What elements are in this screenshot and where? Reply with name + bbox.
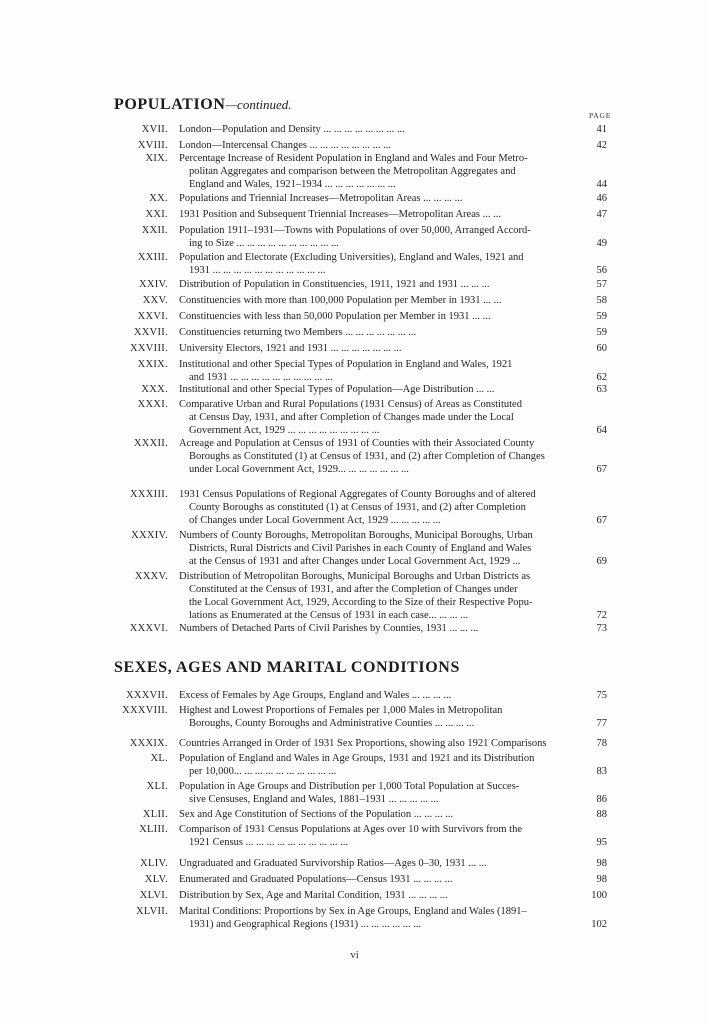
entry-title [179, 310, 583, 323]
toc-entry[interactable] [110, 398, 610, 437]
entry-title [179, 294, 583, 307]
entry-title-line: Institutional and other Special Types of Population—Age Distribution ... ... [179, 384, 495, 395]
entry-title [179, 737, 583, 750]
entry-title-line: London—Population and Density ... ... ... ... ... ... ... ... [179, 124, 405, 135]
section-subtitle: —continued. [225, 97, 292, 112]
table-number: XXVIII. [130, 343, 168, 354]
table-number: XLIV. [140, 858, 168, 869]
entry-title-line: Institutional and other Special Types of Population in England and Wales, 1921 [179, 359, 513, 370]
entry-title-line: Acreage and Population at Census of 1931 of Counties with their Associated County [179, 438, 535, 449]
table-number: XXVII. [133, 327, 168, 338]
page-number: 47 [596, 209, 607, 220]
entry-title [179, 139, 583, 152]
entry-title-line: Constituted at the Census of 1931, and after the Completion of Changes under [189, 584, 518, 595]
table-number: XXV. [142, 295, 168, 306]
entry-title-line: lations as Enumerated at the Census of 1931 in each case... ... ... ... [189, 610, 469, 621]
page-number: 44 [596, 179, 607, 190]
table-number: XX. [149, 193, 168, 204]
page-number: 102 [591, 919, 607, 930]
entry-title-line: the Local Government Act, 1929, According to the Size of their Respective Popu- [189, 597, 533, 608]
page-number: 59 [596, 327, 607, 338]
toc-entry[interactable] [110, 139, 610, 152]
entry-title [179, 358, 583, 384]
entry-title [179, 488, 583, 527]
page-number: 95 [596, 837, 607, 848]
table-number: XXI. [145, 209, 168, 220]
table-number: XXXIII. [130, 489, 168, 500]
toc-entry[interactable] [110, 358, 610, 384]
entry-title-line: of Changes under Local Government Act, 1929 ... ... ... ... ... [189, 515, 441, 526]
toc-entry[interactable] [110, 310, 610, 323]
entry-title-line: Distribution of Population in Constituencies, 1911, 1921 and 1931 ... ... ... [179, 279, 490, 290]
page-column-header: PAGE [589, 111, 612, 120]
entry-title [179, 780, 583, 806]
toc-entry[interactable] [110, 529, 610, 568]
page-number: 83 [596, 766, 607, 777]
table-number: XLII. [142, 809, 168, 820]
table-number: XXII. [141, 225, 168, 236]
entry-title-line: Boroughs, County Boroughs and Administrative Counties ... ... ... ... [189, 718, 475, 729]
entry-title [179, 342, 583, 355]
page-number: 63 [596, 384, 607, 395]
table-number: XL. [150, 753, 168, 764]
toc-entry[interactable] [110, 224, 610, 250]
entry-title-line: Percentage Increase of Resident Population in England and Wales and Four Metro- [179, 153, 528, 164]
entry-title [179, 224, 583, 250]
page-number: 73 [596, 623, 607, 634]
page-number: 49 [596, 238, 607, 249]
section-title-population [114, 96, 292, 114]
entry-title-line: Numbers of Detached Parts of Civil Parishes by Counties, 1931 ... ... ... [179, 623, 479, 634]
entry-title-line: Distribution by Sex, Age and Marital Condition, 1931 ... ... ... ... [179, 890, 448, 901]
page-number: 41 [596, 124, 607, 135]
table-number: XXX. [141, 384, 168, 395]
page-number: 46 [596, 193, 607, 204]
page-number: 62 [596, 372, 607, 383]
entry-title-line: sive Censuses, England and Wales, 1881–1931 ... ... ... ... ... [189, 794, 439, 805]
entry-title-line: Comparative Urban and Rural Populations (1931 Census) of Areas as Constituted [179, 399, 522, 410]
entry-title [179, 570, 583, 622]
table-number: XXXVIII. [122, 705, 168, 716]
toc-entry[interactable] [110, 152, 610, 191]
entry-title [179, 326, 583, 339]
entry-title [179, 704, 583, 730]
entry-title-line: Sex and Age Constitution of Sections of the Population ... ... ... ... [179, 809, 454, 820]
toc-entry[interactable] [110, 192, 610, 205]
entry-title-line: at Census Day, 1931, and after Completion of Changes made under the Local [189, 412, 514, 423]
table-number: XVII. [141, 124, 168, 135]
toc-entry[interactable] [110, 752, 610, 778]
table-number: XXXIX. [129, 738, 168, 749]
entry-title-line: Enumerated and Graduated Populations—Census 1931 ... ... ... ... [179, 874, 453, 885]
toc-entry[interactable] [110, 889, 610, 902]
toc-entry[interactable] [110, 383, 610, 396]
entry-title-line: England and Wales, 1921–1934 ... ... ... ... ... ... ... [189, 179, 396, 190]
entry-title [179, 622, 583, 635]
toc-entry[interactable] [110, 488, 610, 527]
page-number: 58 [596, 295, 607, 306]
entry-title-line: Distribution of Metropolitan Boroughs, Municipal Boroughs and Urban Districts as [179, 571, 531, 582]
entry-title [179, 152, 583, 191]
entry-title [179, 437, 583, 476]
toc-entry[interactable] [110, 570, 610, 622]
entry-title [179, 398, 583, 437]
entry-title-line: Population of England and Wales in Age Groups, 1931 and 1921 and its Distribution [179, 753, 535, 764]
table-number: XXIX. [137, 359, 168, 370]
table-number: XXIII. [137, 252, 168, 263]
toc-entry[interactable] [110, 208, 610, 221]
entry-title-line: Countries Arranged in Order of 1931 Sex Proportions, showing also 1921 Comparisons [179, 738, 547, 749]
table-number: XXXVI. [129, 623, 168, 634]
toc-entry[interactable] [110, 278, 610, 291]
page-number: 67 [596, 515, 607, 526]
entry-title-line: Constituencies with more than 100,000 Population per Member in 1931 ... ... [179, 295, 502, 306]
page-number: 57 [596, 279, 607, 290]
entry-title-line: politan Aggregates and comparison between the Metropolitan Aggregates and [189, 166, 516, 177]
entry-title [179, 857, 583, 870]
table-number: XLVI. [139, 890, 168, 901]
toc-entry[interactable] [110, 905, 610, 931]
page-number: 59 [596, 311, 607, 322]
entry-title-line: Districts, Rural Districts and Civil Parishes in each County of England and Wales [189, 543, 532, 554]
entry-title [179, 808, 583, 821]
page-number: 69 [596, 556, 607, 567]
table-number: XXXV. [134, 571, 168, 582]
toc-entry[interactable] [110, 857, 610, 870]
page-number: 77 [596, 718, 607, 729]
entry-title-line: Population and Electorate (Excluding Universities), England and Wales, 1921 and [179, 252, 524, 263]
page-number: 60 [596, 343, 607, 354]
toc-entry[interactable] [110, 342, 610, 355]
table-number: XXXVII. [125, 690, 168, 701]
table-number: XLIII. [139, 824, 168, 835]
toc-entry[interactable] [110, 437, 610, 476]
entry-title-line: University Electors, 1921 and 1931 ... ... ... ... ... ... ... [179, 343, 402, 354]
entry-title-line: Population in Age Groups and Distribution per 1,000 Total Population at Succes- [179, 781, 520, 792]
entry-title-line: Boroughs as Constituted (1) at Census of 1931, and (2) after Completion of Changes [189, 451, 545, 462]
entry-title-line: Population 1911–1931—Towns with Populations of over 50,000, Arranged Accord- [179, 225, 531, 236]
entry-title [179, 208, 583, 221]
page-number: 72 [596, 610, 607, 621]
page-number: 100 [591, 890, 607, 901]
entry-title-line: 1931) and Geographical Regions (1931) ... ... ... ... ... ... [189, 919, 422, 930]
toc-entry[interactable] [110, 326, 610, 339]
page-number: 75 [596, 690, 607, 701]
table-number: XXXII. [133, 438, 168, 449]
table-number: XXIV. [138, 279, 168, 290]
table-number: XXXI. [137, 399, 168, 410]
entry-title [179, 823, 583, 849]
entry-title-line: Highest and Lowest Proportions of Females per 1,000 Males in Metropolitan [179, 705, 503, 716]
table-number: XLVII. [135, 906, 168, 917]
folio-page-number: vi [350, 949, 359, 961]
entry-title-line: Comparison of 1931 Census Populations at Ages over 10 with Survivors from the [179, 824, 522, 835]
toc-entry[interactable] [110, 780, 610, 806]
entry-title [179, 192, 583, 205]
entry-title-line: Populations and Triennial Increases—Metropolitan Areas ... ... ... ... [179, 193, 463, 204]
page-number: 42 [596, 140, 607, 151]
entry-title-line: Constituencies with less than 50,000 Population per Member in 1931 ... ... [179, 311, 491, 322]
entry-title-line: per 10,000... ... ... ... ... ... ... ... ... ... [189, 766, 337, 777]
entry-title-line: County Boroughs as constituted (1) at Census of 1931, and (2) after Completion [189, 502, 526, 513]
entry-title [179, 529, 583, 568]
entry-title [179, 123, 583, 136]
entry-title [179, 251, 583, 277]
entry-title-line: under Local Government Act, 1929... ... ... ... ... ... ... [189, 464, 409, 475]
section-title-sexes-ages: SEXES, AGES AND MARITAL CONDITIONS [114, 659, 460, 676]
entry-title [179, 873, 583, 886]
page-number: 98 [596, 858, 607, 869]
entry-title [179, 752, 583, 778]
entry-title-line: Marital Conditions: Proportions by Sex in Age Groups, England and Wales (1891– [179, 906, 527, 917]
entry-title-line: ing to Size ... ... ... ... ... ... ... ... ... ... [189, 238, 339, 249]
toc-entry[interactable] [110, 251, 610, 277]
entry-title-line: Numbers of County Boroughs, Metropolitan Boroughs, Municipal Boroughs, Urban [179, 530, 533, 541]
table-number: XVIII. [137, 140, 168, 151]
entry-title-line: 1921 Census ... ... ... ... ... ... ... ... ... ... [189, 837, 348, 848]
entry-title-line: Government Act, 1929 ... ... ... ... ... ... ... ... ... [189, 425, 380, 436]
toc-entry[interactable] [110, 737, 610, 750]
toc-entry[interactable] [110, 689, 610, 702]
page-number: 88 [596, 809, 607, 820]
table-number: XLI. [146, 781, 168, 792]
entry-title-line: Excess of Females by Age Groups, England and Wales ... ... ... ... [179, 690, 452, 701]
table-number: XXVI. [137, 311, 168, 322]
toc-entry[interactable] [110, 823, 610, 849]
entry-title-line: and 1931 ... ... ... ... ... ... ... ... ... ... [189, 372, 333, 383]
toc-entry[interactable] [110, 123, 610, 136]
page-number: 67 [596, 464, 607, 475]
table-number: XXXIV. [131, 530, 168, 541]
entry-title-line: London—Intercensal Changes ... ... ... ... ... ... ... ... [179, 140, 392, 151]
section-title-text: POPULATION [114, 96, 226, 113]
entry-title [179, 383, 583, 396]
entry-title-line: Ungraduated and Graduated Survivorship Ratios—Ages 0–30, 1931 ... ... [179, 858, 487, 869]
entry-title [179, 905, 583, 931]
entry-title [179, 889, 583, 902]
entry-title [179, 689, 583, 702]
page-number: 78 [596, 738, 607, 749]
page-number: 56 [596, 265, 607, 276]
page-number: 86 [596, 794, 607, 805]
toc-entry[interactable] [110, 294, 610, 307]
toc-entry[interactable] [110, 622, 610, 635]
toc-entry[interactable] [110, 873, 610, 886]
entry-title [179, 278, 583, 291]
table-number: XLV. [144, 874, 168, 885]
entry-title-line: 1931 Position and Subsequent Triennial Increases—Metropolitan Areas ... ... [179, 209, 501, 220]
entry-title-line: Constituencies returning two Members ... ... ... ... ... ... ... [179, 327, 417, 338]
toc-entry[interactable] [110, 704, 610, 730]
page-number: 64 [596, 425, 607, 436]
entry-title-line: at the Census of 1931 and after Changes under Local Government Act, 1929 ... [189, 556, 521, 567]
entry-title-line: 1931 ... ... ... ... ... ... ... ... ... ... ... [189, 265, 326, 276]
entry-title-line: 1931 Census Populations of Regional Aggregates of County Boroughs and of altered [179, 489, 536, 500]
toc-entry[interactable] [110, 808, 610, 821]
page-number: 98 [596, 874, 607, 885]
table-number: XIX. [145, 153, 168, 164]
